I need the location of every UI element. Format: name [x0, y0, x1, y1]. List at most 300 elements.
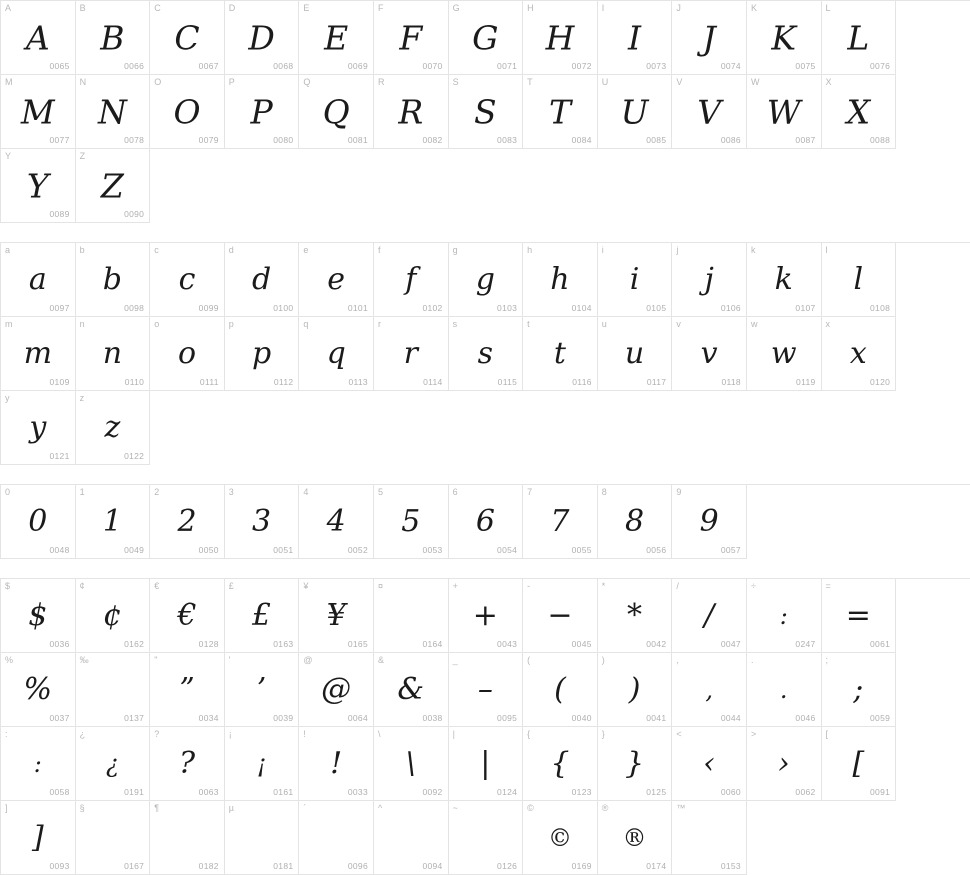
- glyph-code: 0128: [198, 639, 219, 649]
- glyph-char-label: ¶: [154, 803, 160, 813]
- glyph-cell[interactable]: [523, 727, 598, 801]
- glyph-code: 0033: [347, 787, 368, 797]
- glyph-code: 0122: [124, 451, 145, 461]
- glyph-preview: :: [779, 601, 788, 630]
- glyph-preview: −: [547, 597, 573, 633]
- glyph-preview: Z: [100, 166, 124, 205]
- glyph-cell[interactable]: [598, 653, 673, 727]
- glyph-cell[interactable]: [1, 485, 76, 559]
- glyph-preview: p: [251, 335, 272, 371]
- glyph-cell[interactable]: [449, 579, 524, 653]
- glyph-char-label: ": [154, 655, 158, 665]
- glyph-code: 0040: [571, 713, 592, 723]
- glyph-cell[interactable]: [822, 653, 897, 727]
- glyph-cell[interactable]: [299, 727, 374, 801]
- glyph-char-label: f: [377, 245, 381, 255]
- glyph-preview: :: [33, 749, 42, 778]
- glyph-preview: ,: [705, 675, 713, 704]
- glyph-cell[interactable]: [374, 801, 449, 875]
- glyph-preview: j: [704, 261, 714, 297]
- glyph-code: 0061: [870, 639, 891, 649]
- glyph-preview: B: [100, 18, 125, 57]
- glyph-char-label: 3: [228, 487, 234, 497]
- glyph-char-label: Z: [79, 151, 86, 161]
- glyph-char-label: |: [452, 729, 455, 739]
- glyph-char-label: 9: [676, 487, 682, 497]
- glyph-preview: *: [627, 597, 643, 633]
- glyph-cell[interactable]: [299, 75, 374, 149]
- glyph-preview: Y: [26, 166, 49, 205]
- glyph-cell[interactable]: [76, 391, 151, 465]
- block-spacer: [0, 465, 970, 484]
- glyph-cell[interactable]: [449, 75, 524, 149]
- glyph-char-label: T: [527, 77, 533, 87]
- glyph-code: 0068: [273, 61, 294, 71]
- glyph-cell[interactable]: [76, 579, 151, 653]
- glyph-code: 0191: [124, 787, 145, 797]
- glyph-cell[interactable]: [299, 801, 374, 875]
- glyph-cell[interactable]: [299, 243, 374, 317]
- glyph-cell[interactable]: [299, 653, 374, 727]
- glyph-code: 0059: [870, 713, 891, 723]
- glyph-cell[interactable]: [76, 149, 151, 223]
- glyph-preview: 0: [28, 503, 48, 539]
- glyph-preview: k: [774, 261, 793, 297]
- glyph-preview: f: [405, 261, 417, 297]
- glyph-char-label: B: [79, 3, 86, 13]
- glyph-cell[interactable]: [598, 727, 673, 801]
- glyph-cell[interactable]: [1, 579, 76, 653]
- glyph-cell[interactable]: [747, 1, 822, 75]
- glyph-code: 0137: [124, 713, 145, 723]
- glyph-cell[interactable]: [374, 653, 449, 727]
- glyph-preview: |: [480, 745, 491, 781]
- glyph-cell[interactable]: [449, 653, 524, 727]
- glyph-char-label: (: [527, 655, 531, 665]
- glyph-cell[interactable]: [1, 727, 76, 801]
- glyph-cell[interactable]: [76, 1, 151, 75]
- glyph-cell[interactable]: [523, 1, 598, 75]
- glyph-char-label: %: [5, 655, 14, 665]
- glyph-cell[interactable]: [374, 243, 449, 317]
- glyph-cell[interactable]: [1, 75, 76, 149]
- glyph-cell[interactable]: [523, 243, 598, 317]
- glyph-code: 0087: [795, 135, 816, 145]
- glyph-code: 0108: [870, 303, 891, 313]
- glyph-cell[interactable]: [598, 485, 673, 559]
- glyph-code: 0162: [124, 639, 145, 649]
- glyph-char-label: v: [676, 319, 681, 329]
- glyph-cell[interactable]: [449, 801, 524, 875]
- glyph-char-label: o: [154, 319, 160, 329]
- glyph-cell[interactable]: [672, 1, 747, 75]
- glyph-code: 0086: [720, 135, 741, 145]
- glyph-char-label: s: [452, 319, 458, 329]
- glyph-cell[interactable]: [672, 75, 747, 149]
- glyph-code: 0092: [422, 787, 443, 797]
- glyph-preview: X: [846, 92, 871, 131]
- glyph-code: 0174: [646, 861, 667, 871]
- glyph-code: 0067: [198, 61, 219, 71]
- glyph-preview: ’: [256, 671, 267, 707]
- glyph-code: 0113: [348, 377, 368, 387]
- glyph-cell[interactable]: [598, 1, 673, 75]
- glyph-preview: 2: [177, 503, 197, 539]
- glyph-preview: ¿: [105, 749, 119, 778]
- glyph-preview: t: [553, 335, 566, 371]
- glyph-code: 0082: [422, 135, 443, 145]
- glyph-cell[interactable]: [523, 801, 598, 875]
- glyph-char-label: G: [452, 3, 460, 13]
- glyph-cell[interactable]: [1, 1, 76, 75]
- glyph-char-label: m: [5, 319, 13, 329]
- glyph-cell[interactable]: [299, 317, 374, 391]
- glyph-char-label: =: [825, 581, 831, 591]
- glyph-preview: \: [405, 745, 416, 781]
- glyph-char-label: ^: [377, 803, 383, 813]
- glyph-cell[interactable]: [225, 1, 300, 75]
- glyph-preview: P: [250, 92, 273, 131]
- glyph-cell[interactable]: [747, 727, 822, 801]
- glyph-cell[interactable]: [822, 75, 897, 149]
- glyph-preview: s: [477, 335, 494, 371]
- glyph-code: 0110: [124, 377, 145, 387]
- glyph-char-label: \: [377, 729, 381, 739]
- glyph-cell[interactable]: [449, 317, 524, 391]
- glyph-cell[interactable]: [150, 727, 225, 801]
- glyph-cell[interactable]: [747, 653, 822, 727]
- glyph-cell[interactable]: [523, 317, 598, 391]
- glyph-preview: N: [97, 92, 127, 131]
- glyph-cell[interactable]: [225, 801, 300, 875]
- glyph-cell[interactable]: [225, 653, 300, 727]
- glyph-cell[interactable]: [76, 243, 151, 317]
- glyph-char-label: V: [676, 77, 683, 87]
- glyph-char-label: .: [750, 655, 754, 665]
- glyph-cell[interactable]: [822, 243, 897, 317]
- glyph-cell[interactable]: [76, 653, 151, 727]
- glyph-code: 0074: [720, 61, 741, 71]
- glyph-preview: l: [853, 261, 864, 297]
- glyph-cell[interactable]: [225, 485, 300, 559]
- glyph-cell[interactable]: [1, 653, 76, 727]
- glyph-char-label: S: [452, 77, 459, 87]
- glyph-cell[interactable]: [672, 579, 747, 653]
- glyph-preview: &: [397, 671, 425, 707]
- glyph-code: 0053: [422, 545, 443, 555]
- glyph-char-label: :: [5, 729, 8, 739]
- glyph-char-label: t: [527, 319, 530, 329]
- glyph-preview: h: [550, 261, 570, 297]
- glyph-preview: ©: [547, 823, 572, 852]
- glyph-cell[interactable]: [523, 653, 598, 727]
- glyph-preview: v: [700, 335, 718, 371]
- glyph-preview: @: [321, 671, 352, 707]
- glyph-char-label: !: [303, 729, 306, 739]
- glyph-char-label: ¢: [79, 581, 85, 591]
- glyph-char-label: <: [676, 729, 682, 739]
- glyph-cell[interactable]: [449, 1, 524, 75]
- glyph-code: 0069: [347, 61, 368, 71]
- glyph-cell[interactable]: [374, 75, 449, 149]
- glyph-cell[interactable]: [598, 317, 673, 391]
- glyph-cell[interactable]: [225, 75, 300, 149]
- glyph-cell[interactable]: [449, 485, 524, 559]
- glyph-cell[interactable]: [672, 243, 747, 317]
- glyph-cell[interactable]: [76, 727, 151, 801]
- glyph-preview: W: [766, 92, 801, 131]
- glyph-cell[interactable]: [672, 485, 747, 559]
- glyph-cell[interactable]: [150, 485, 225, 559]
- glyph-cell[interactable]: [1, 801, 76, 875]
- glyph-char-label: i: [601, 245, 604, 255]
- glyph-code: 0078: [124, 135, 145, 145]
- glyph-preview: =: [845, 597, 871, 633]
- glyph-cell[interactable]: [76, 801, 151, 875]
- glyph-preview: w: [770, 335, 797, 371]
- glyph-char-label: >: [750, 729, 757, 739]
- glyph-preview: .: [779, 675, 788, 704]
- glyph-char-label: ]: [5, 803, 8, 813]
- glyph-cell[interactable]: [225, 579, 300, 653]
- glyph-char-label: 7: [527, 487, 533, 497]
- glyph-cell[interactable]: [523, 579, 598, 653]
- glyph-preview: K: [771, 18, 797, 57]
- block-spacer: [0, 559, 970, 578]
- glyph-cell[interactable]: [672, 727, 747, 801]
- glyph-preview: ›: [777, 745, 790, 781]
- glyph-cell[interactable]: [747, 317, 822, 391]
- glyph-cell[interactable]: [1, 149, 76, 223]
- glyph-cell[interactable]: [374, 579, 449, 653]
- glyph-char-label: C: [154, 3, 161, 13]
- glyph-code: 0066: [124, 61, 145, 71]
- glyph-preview: –: [477, 671, 493, 707]
- glyph-preview: 5: [401, 503, 421, 539]
- glyph-preview: /: [704, 597, 715, 633]
- glyph-char-label: K: [750, 3, 757, 13]
- glyph-code: 0115: [497, 377, 518, 387]
- glyph-preview: y: [29, 409, 47, 445]
- glyph-code: 0164: [422, 639, 443, 649]
- glyph-char-label: W: [750, 77, 760, 87]
- glyph-preview: g: [475, 261, 495, 297]
- glyph-preview: 8: [625, 503, 645, 539]
- glyph-preview: G: [472, 18, 499, 57]
- glyph-char-label: 8: [601, 487, 607, 497]
- glyph-cell[interactable]: [523, 75, 598, 149]
- glyph-code: 0118: [721, 377, 741, 387]
- glyph-cell[interactable]: [747, 579, 822, 653]
- glyph-preview: €: [177, 597, 197, 633]
- glyph-char-label: P: [228, 77, 235, 87]
- glyph-char-label: k: [750, 245, 756, 255]
- glyph-cell[interactable]: [374, 485, 449, 559]
- glyph-cell[interactable]: [1, 317, 76, 391]
- glyph-cell[interactable]: [299, 1, 374, 75]
- glyph-preview: u: [624, 335, 645, 371]
- glyph-preview: H: [545, 18, 575, 57]
- glyph-cell[interactable]: [747, 243, 822, 317]
- glyph-code: 0095: [497, 713, 518, 723]
- glyph-char-label: N: [79, 77, 87, 87]
- glyph-char-label: 6: [452, 487, 458, 497]
- glyph-code: 0056: [646, 545, 667, 555]
- glyph-cell[interactable]: [672, 653, 747, 727]
- glyph-cell[interactable]: [1, 243, 76, 317]
- glyph-char-label: p: [228, 319, 234, 329]
- glyph-code: 0114: [423, 377, 443, 387]
- glyph-cell[interactable]: [598, 801, 673, 875]
- glyph-cell[interactable]: [598, 579, 673, 653]
- block-spacer: [0, 223, 970, 242]
- glyph-code: 0043: [497, 639, 518, 649]
- glyph-code: 0103: [497, 303, 518, 313]
- glyph-code: 0090: [124, 209, 145, 219]
- glyph-cell[interactable]: [150, 75, 225, 149]
- glyph-code: 0042: [646, 639, 667, 649]
- glyph-cell[interactable]: [150, 243, 225, 317]
- glyph-cell[interactable]: [150, 801, 225, 875]
- glyph-preview: D: [248, 18, 275, 57]
- glyph-preview: ?: [178, 745, 196, 781]
- glyph-cell[interactable]: [822, 317, 897, 391]
- glyph-cell[interactable]: [150, 653, 225, 727]
- glyph-code: 0247: [795, 639, 816, 649]
- glyph-char-label: $: [5, 581, 11, 591]
- glyph-cell[interactable]: [76, 485, 151, 559]
- glyph-char-label: z: [79, 393, 85, 403]
- glyph-preview: 3: [252, 503, 272, 539]
- glyph-code: 0083: [497, 135, 518, 145]
- glyph-cell[interactable]: [449, 727, 524, 801]
- glyph-cell[interactable]: [299, 579, 374, 653]
- glyph-char-label: J: [676, 3, 681, 13]
- glyph-cell[interactable]: [225, 243, 300, 317]
- glyph-char-label: n: [79, 319, 85, 329]
- glyph-cell[interactable]: [150, 317, 225, 391]
- glyph-cell[interactable]: [225, 727, 300, 801]
- glyph-preview: z: [104, 409, 121, 445]
- glyph-code: 0112: [273, 377, 294, 387]
- glyph-code: 0088: [870, 135, 891, 145]
- glyph-code: 0051: [273, 545, 294, 555]
- glyph-char-label: &: [377, 655, 384, 665]
- glyph-cell[interactable]: [225, 317, 300, 391]
- glyph-char-label: ´: [303, 803, 307, 813]
- glyph-cell[interactable]: [150, 579, 225, 653]
- glyph-preview: ¡: [256, 749, 267, 778]
- glyph-char-label: u: [601, 319, 607, 329]
- glyph-preview: F: [399, 18, 423, 57]
- glyph-cell[interactable]: [150, 1, 225, 75]
- glyph-char-label: @: [303, 655, 313, 665]
- glyph-code: 0123: [571, 787, 592, 797]
- glyph-char-label: -: [527, 581, 531, 591]
- glyph-char-label: X: [825, 77, 832, 87]
- glyph-cell[interactable]: [822, 727, 897, 801]
- glyph-char-label: ): [601, 655, 605, 665]
- glyph-code: 0096: [347, 861, 368, 871]
- glyph-code: 0093: [49, 861, 70, 871]
- glyph-cell[interactable]: [822, 1, 897, 75]
- glyph-cell[interactable]: [598, 75, 673, 149]
- glyph-code: 0098: [124, 303, 145, 313]
- glyph-char-label: c: [154, 245, 159, 255]
- glyph-code: 0063: [198, 787, 219, 797]
- glyph-cell[interactable]: [672, 801, 747, 875]
- glyph-cell[interactable]: [374, 317, 449, 391]
- glyph-code: 0106: [720, 303, 741, 313]
- glyph-code: 0039: [273, 713, 294, 723]
- glyph-char-label: d: [228, 245, 234, 255]
- glyph-char-label: e: [303, 245, 309, 255]
- glyph-code: 0080: [273, 135, 294, 145]
- glyph-cell[interactable]: [1, 391, 76, 465]
- glyph-code: 0107: [795, 303, 816, 313]
- glyph-cell[interactable]: [299, 485, 374, 559]
- glyph-cell[interactable]: [76, 75, 151, 149]
- glyph-code: 0050: [198, 545, 219, 555]
- glyph-char-label: I: [601, 3, 605, 13]
- glyph-code: 0072: [571, 61, 592, 71]
- glyph-preview: 7: [550, 503, 570, 539]
- glyph-cell[interactable]: [374, 727, 449, 801]
- glyph-code: 0045: [571, 639, 592, 649]
- glyph-code: 0062: [795, 787, 816, 797]
- glyph-char-label: j: [676, 245, 679, 255]
- glyph-cell[interactable]: [523, 485, 598, 559]
- glyph-char-label: l: [825, 245, 828, 255]
- glyph-preview: £: [252, 597, 272, 633]
- glyph-cell[interactable]: [76, 317, 151, 391]
- glyph-cell[interactable]: [374, 1, 449, 75]
- glyph-char-label: y: [5, 393, 10, 403]
- glyph-preview: R: [398, 92, 424, 131]
- glyph-code: 0104: [571, 303, 592, 313]
- glyph-char-label: +: [452, 581, 458, 591]
- glyph-code: 0060: [720, 787, 741, 797]
- glyph-code: 0100: [273, 303, 294, 313]
- glyph-char-label: ¡: [228, 729, 232, 739]
- glyph-cell[interactable]: [672, 317, 747, 391]
- glyph-code: 0046: [795, 713, 816, 723]
- glyph-cell[interactable]: [747, 75, 822, 149]
- glyph-char-label: £: [228, 581, 234, 591]
- glyph-char-label: b: [79, 245, 85, 255]
- glyph-preview: o: [177, 335, 197, 371]
- glyph-cell[interactable]: [598, 243, 673, 317]
- glyph-cell[interactable]: [449, 243, 524, 317]
- glyph-code: 0124: [497, 787, 518, 797]
- glyph-char-label: D: [228, 3, 236, 13]
- glyph-code: 0065: [49, 61, 70, 71]
- glyph-code: 0075: [795, 61, 816, 71]
- glyph-preview: n: [102, 335, 123, 371]
- glyph-char-label: E: [303, 3, 310, 13]
- glyph-char-label: O: [154, 77, 162, 87]
- glyph-cell[interactable]: [822, 579, 897, 653]
- glyph-char-label: H: [527, 3, 534, 13]
- glyph-code: 0169: [571, 861, 592, 871]
- glyph-code: 0125: [646, 787, 667, 797]
- glyph-preview: L: [847, 18, 870, 57]
- glyph-code: 0085: [646, 135, 667, 145]
- glyph-code: 0105: [646, 303, 667, 313]
- glyph-char-label: F: [377, 3, 384, 13]
- glyph-code: 0055: [571, 545, 592, 555]
- glyph-code: 0073: [646, 61, 667, 71]
